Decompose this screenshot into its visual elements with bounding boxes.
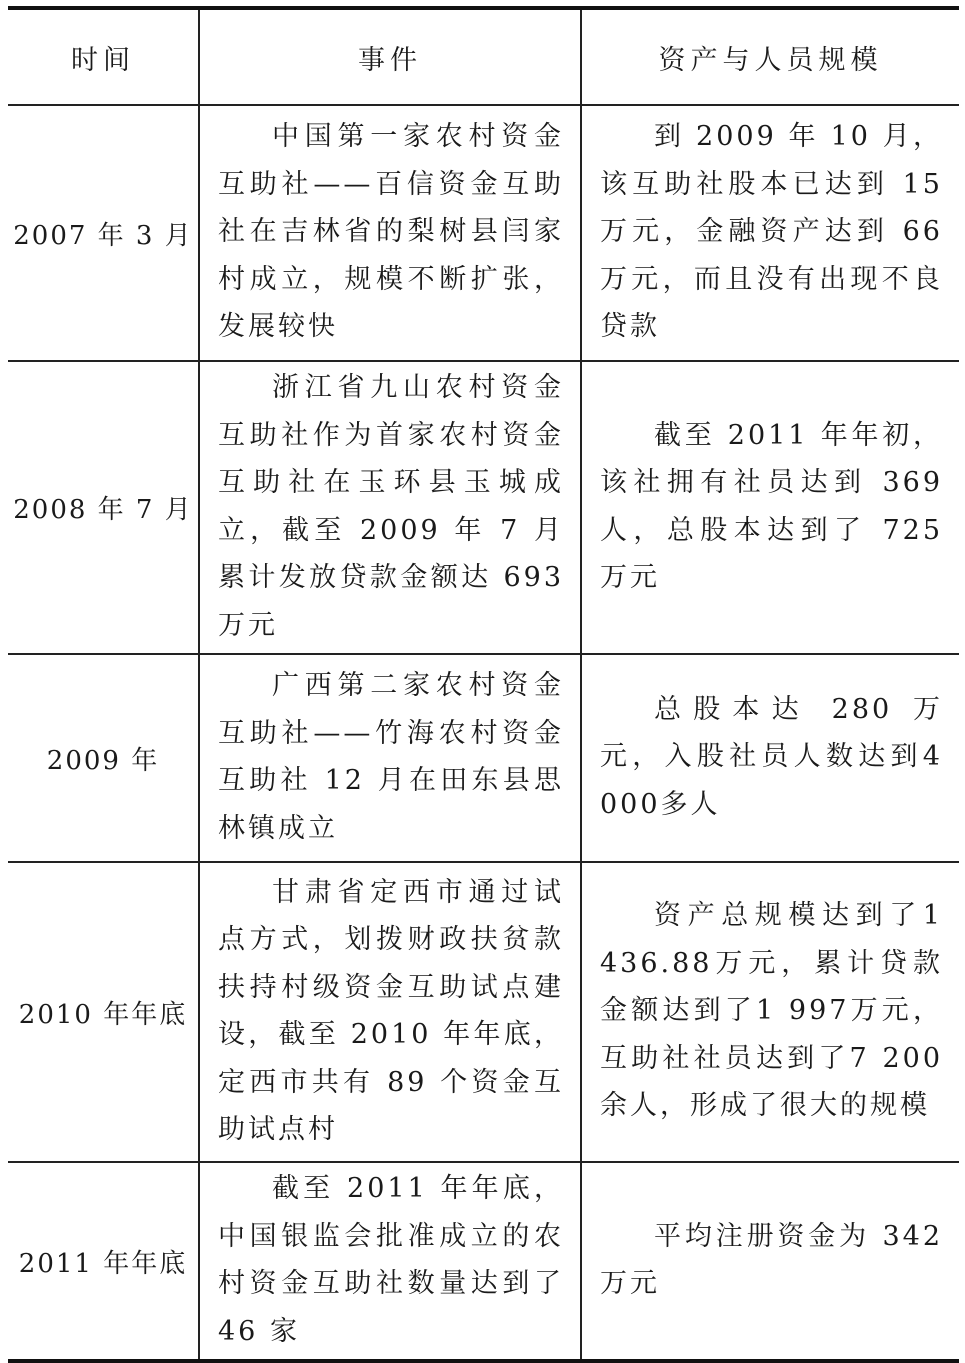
event-cell: 甘肃省定西市通过试点方式，划拨财政扶贫款扶持村级资金互助试点建设，截至 2010 年年底，定西市共有 89 个资金互助试点村 xyxy=(199,862,581,1162)
table-header xyxy=(8,8,959,105)
event-cell: 浙江省九山农村资金互助社作为首家农村资金互助社在玉环县玉城成立，截至 2009 年 7 月累计发放贷款金额达 693 万元 xyxy=(199,361,581,654)
table-body xyxy=(8,105,959,1361)
event-cell: 中国第一家农村资金互助社——百信资金互助社在吉林省的梨树县闫家村成立，规模不断扩张，发展较快 xyxy=(199,105,581,361)
table-row xyxy=(8,654,959,862)
scale-cell: 截至 2011 年年初，该社拥有社员达到 369 人，总股本达到了 725 万元 xyxy=(581,361,959,654)
table-row xyxy=(8,105,959,361)
time-cell: 2011 年年底 xyxy=(8,1162,199,1361)
scale-cell: 平均注册资金为 342 万元 xyxy=(581,1162,959,1361)
header-event: 事件 xyxy=(199,8,581,105)
event-cell: 广西第二家农村资金互助社——竹海农村资金互助社 12 月在田东县思林镇成立 xyxy=(199,654,581,862)
table-row xyxy=(8,1162,959,1361)
header-time: 时间 xyxy=(8,8,199,105)
time-cell: 2009 年 xyxy=(8,654,199,862)
scale-cell: 资产总规模达到了1 436.88万元，累计贷款金额达到了1 997万元，互助社社员达到了7 200余人，形成了很大的规模 xyxy=(581,862,959,1162)
table-row xyxy=(8,862,959,1162)
scale-cell: 总股本达 280 万元，入股社员人数达到4 000多人 xyxy=(581,654,959,862)
header-scale: 资产与人员规模 xyxy=(581,8,959,105)
event-cell: 截至 2011 年年底，中国银监会批准成立的农村资金互助社数量达到了 46 家 xyxy=(199,1162,581,1361)
time-cell: 2007 年 3 月 xyxy=(8,105,199,361)
header-row xyxy=(8,8,959,105)
data-table xyxy=(8,6,959,1363)
scale-cell: 到 2009 年 10 月，该互助社股本已达到 15 万元，金融资产达到 66 万元，而且没有出现不良贷款 xyxy=(581,105,959,361)
table-row xyxy=(8,361,959,654)
time-cell: 2008 年 7 月 xyxy=(8,361,199,654)
time-cell: 2010 年年底 xyxy=(8,862,199,1162)
